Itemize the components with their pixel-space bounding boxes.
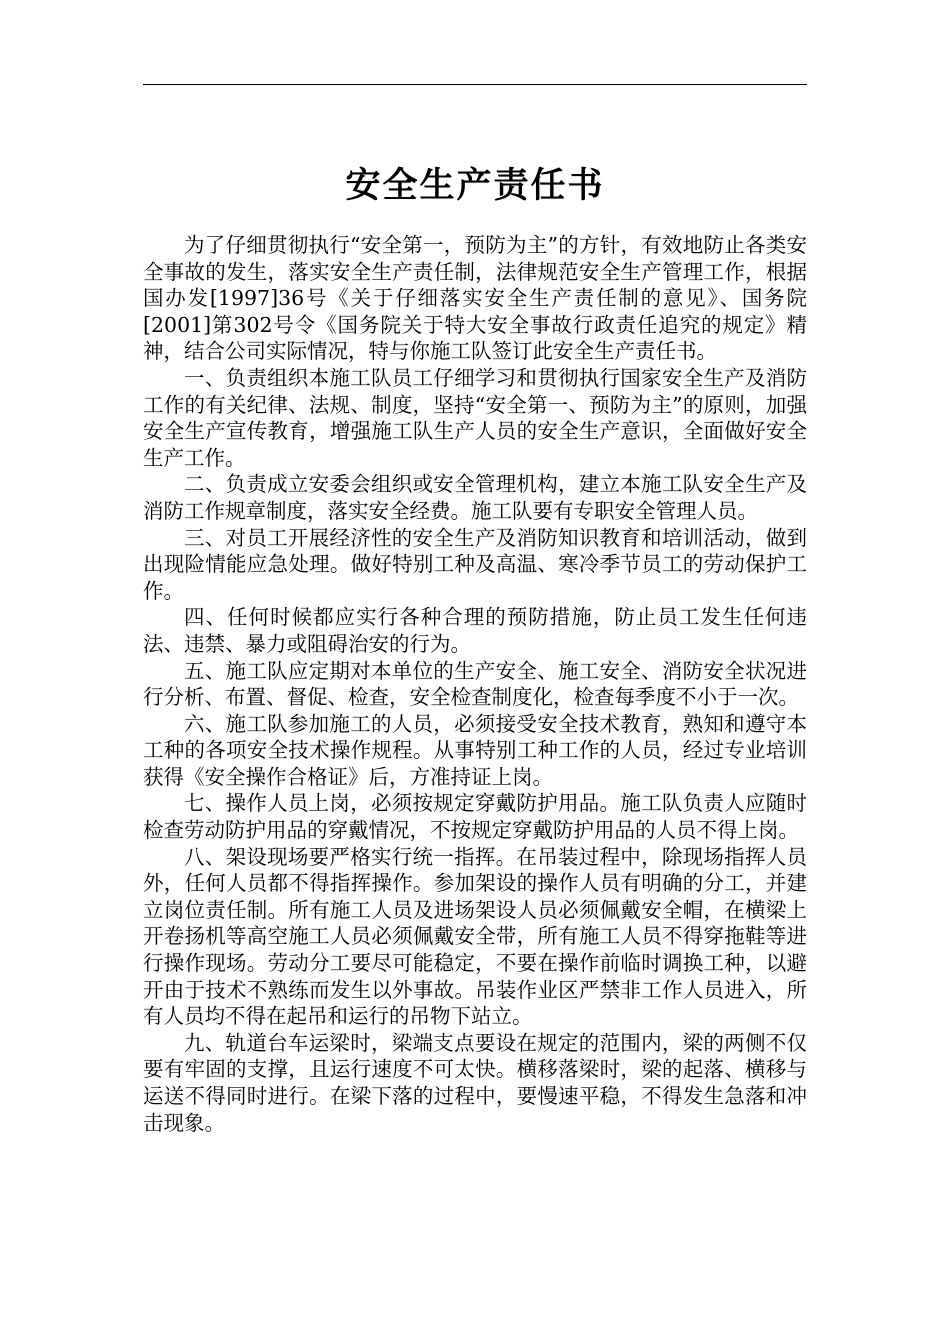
- clause-paragraph: 四、任何时候都应实行各种合理的预防措施，防止员工发生任何违法、违禁、暴力或阻碍治安的行为。: [143, 605, 807, 656]
- clause-paragraph: 三、对员工开展经济性的安全生产及消防知识教育和培训活动，做到出现险情能应急处理。做好特别工种及高温、寒冷季节员工的劳动保护工作。: [143, 525, 807, 603]
- header-rule: [143, 84, 807, 85]
- clause-paragraph: 八、架设现场要严格实行统一指挥。在吊装过程中，除现场指挥人员外，任何人员都不得指挥操作。参加架设的操作人员有明确的分工，并建立岗位责任制。所有施工人员及进场架设人员必须佩戴安全帽，在横梁上开卷扬机等高空施工人员必须佩戴安全带，所有施工人员不得穿拖鞋等进行操作现场。劳动分工要尽可能稳定，不要在操作前临时调换工种，以避开由于技术不熟练而发生以外事故。吊装作业区严禁非工作人员进入，所有人员均不得在起吊和运行的吊物下站立。: [143, 844, 807, 1029]
- document-title: 安全生产责任书: [345, 165, 605, 206]
- clause-paragraph: 二、负责成立安委会组织或安全管理机构，建立本施工队安全生产及消防工作规章制度，落实安全经费。施工队要有专职安全管理人员。: [143, 472, 807, 523]
- document-body: [143, 232, 807, 1136]
- clause-paragraph: 五、施工队应定期对本单位的生产安全、施工安全、消防安全状况进行分析、布置、督促、检查，安全检查制度化，检查每季度不小于一次。: [143, 658, 807, 710]
- clause-paragraph: 六、施工队参加施工的人员，必须接受安全技术教育，熟知和遵守本工种的各项安全技术操作规程。从事特别工种工作的人员，经过专业培训获得《安全操作合格证》后，方准持证上岗。: [143, 711, 807, 789]
- clause-paragraph: 七、操作人员上岗，必须按规定穿戴防护用品。施工队负责人应随时检查劳动防护用品的穿戴情况，不按规定穿戴防护用品的人员不得上岗。: [143, 791, 807, 843]
- clause-paragraph: 一、负责组织本施工队员工仔细学习和贯彻执行国家安全生产及消防工作的有关纪律、法规、制度，坚持“安全第一、预防为主”的原则，加强安全生产宣传教育，增强施工队生产人员的安全生产意识，全面做好安全生产工作。: [143, 365, 807, 470]
- intro-paragraph: 为了仔细贯彻执行“安全第一，预防为主”的方针，有效地防止各类安全事故的发生，落实安全生产责任制，法律规范安全生产管理工作，根据国办发[1997]36号《关于仔细落实安全生产责任制的意见》、国务院[2001]第302号令《国务院关于特大安全事故行政责任追究的规定》精神，结合公司实际情况，特与你施工队签订此安全生产责任书。: [143, 233, 807, 364]
- clause-paragraph: 九、轨道台车运梁时，梁端支点要设在规定的范围内，梁的两侧不仅要有牢固的支撑，且运行速度不可太快。横移落梁时，梁的起落、横移与运送不得同时进行。在梁下落的过程中，要慢速平稳，不得发生急落和冲击现象。: [143, 1030, 807, 1135]
